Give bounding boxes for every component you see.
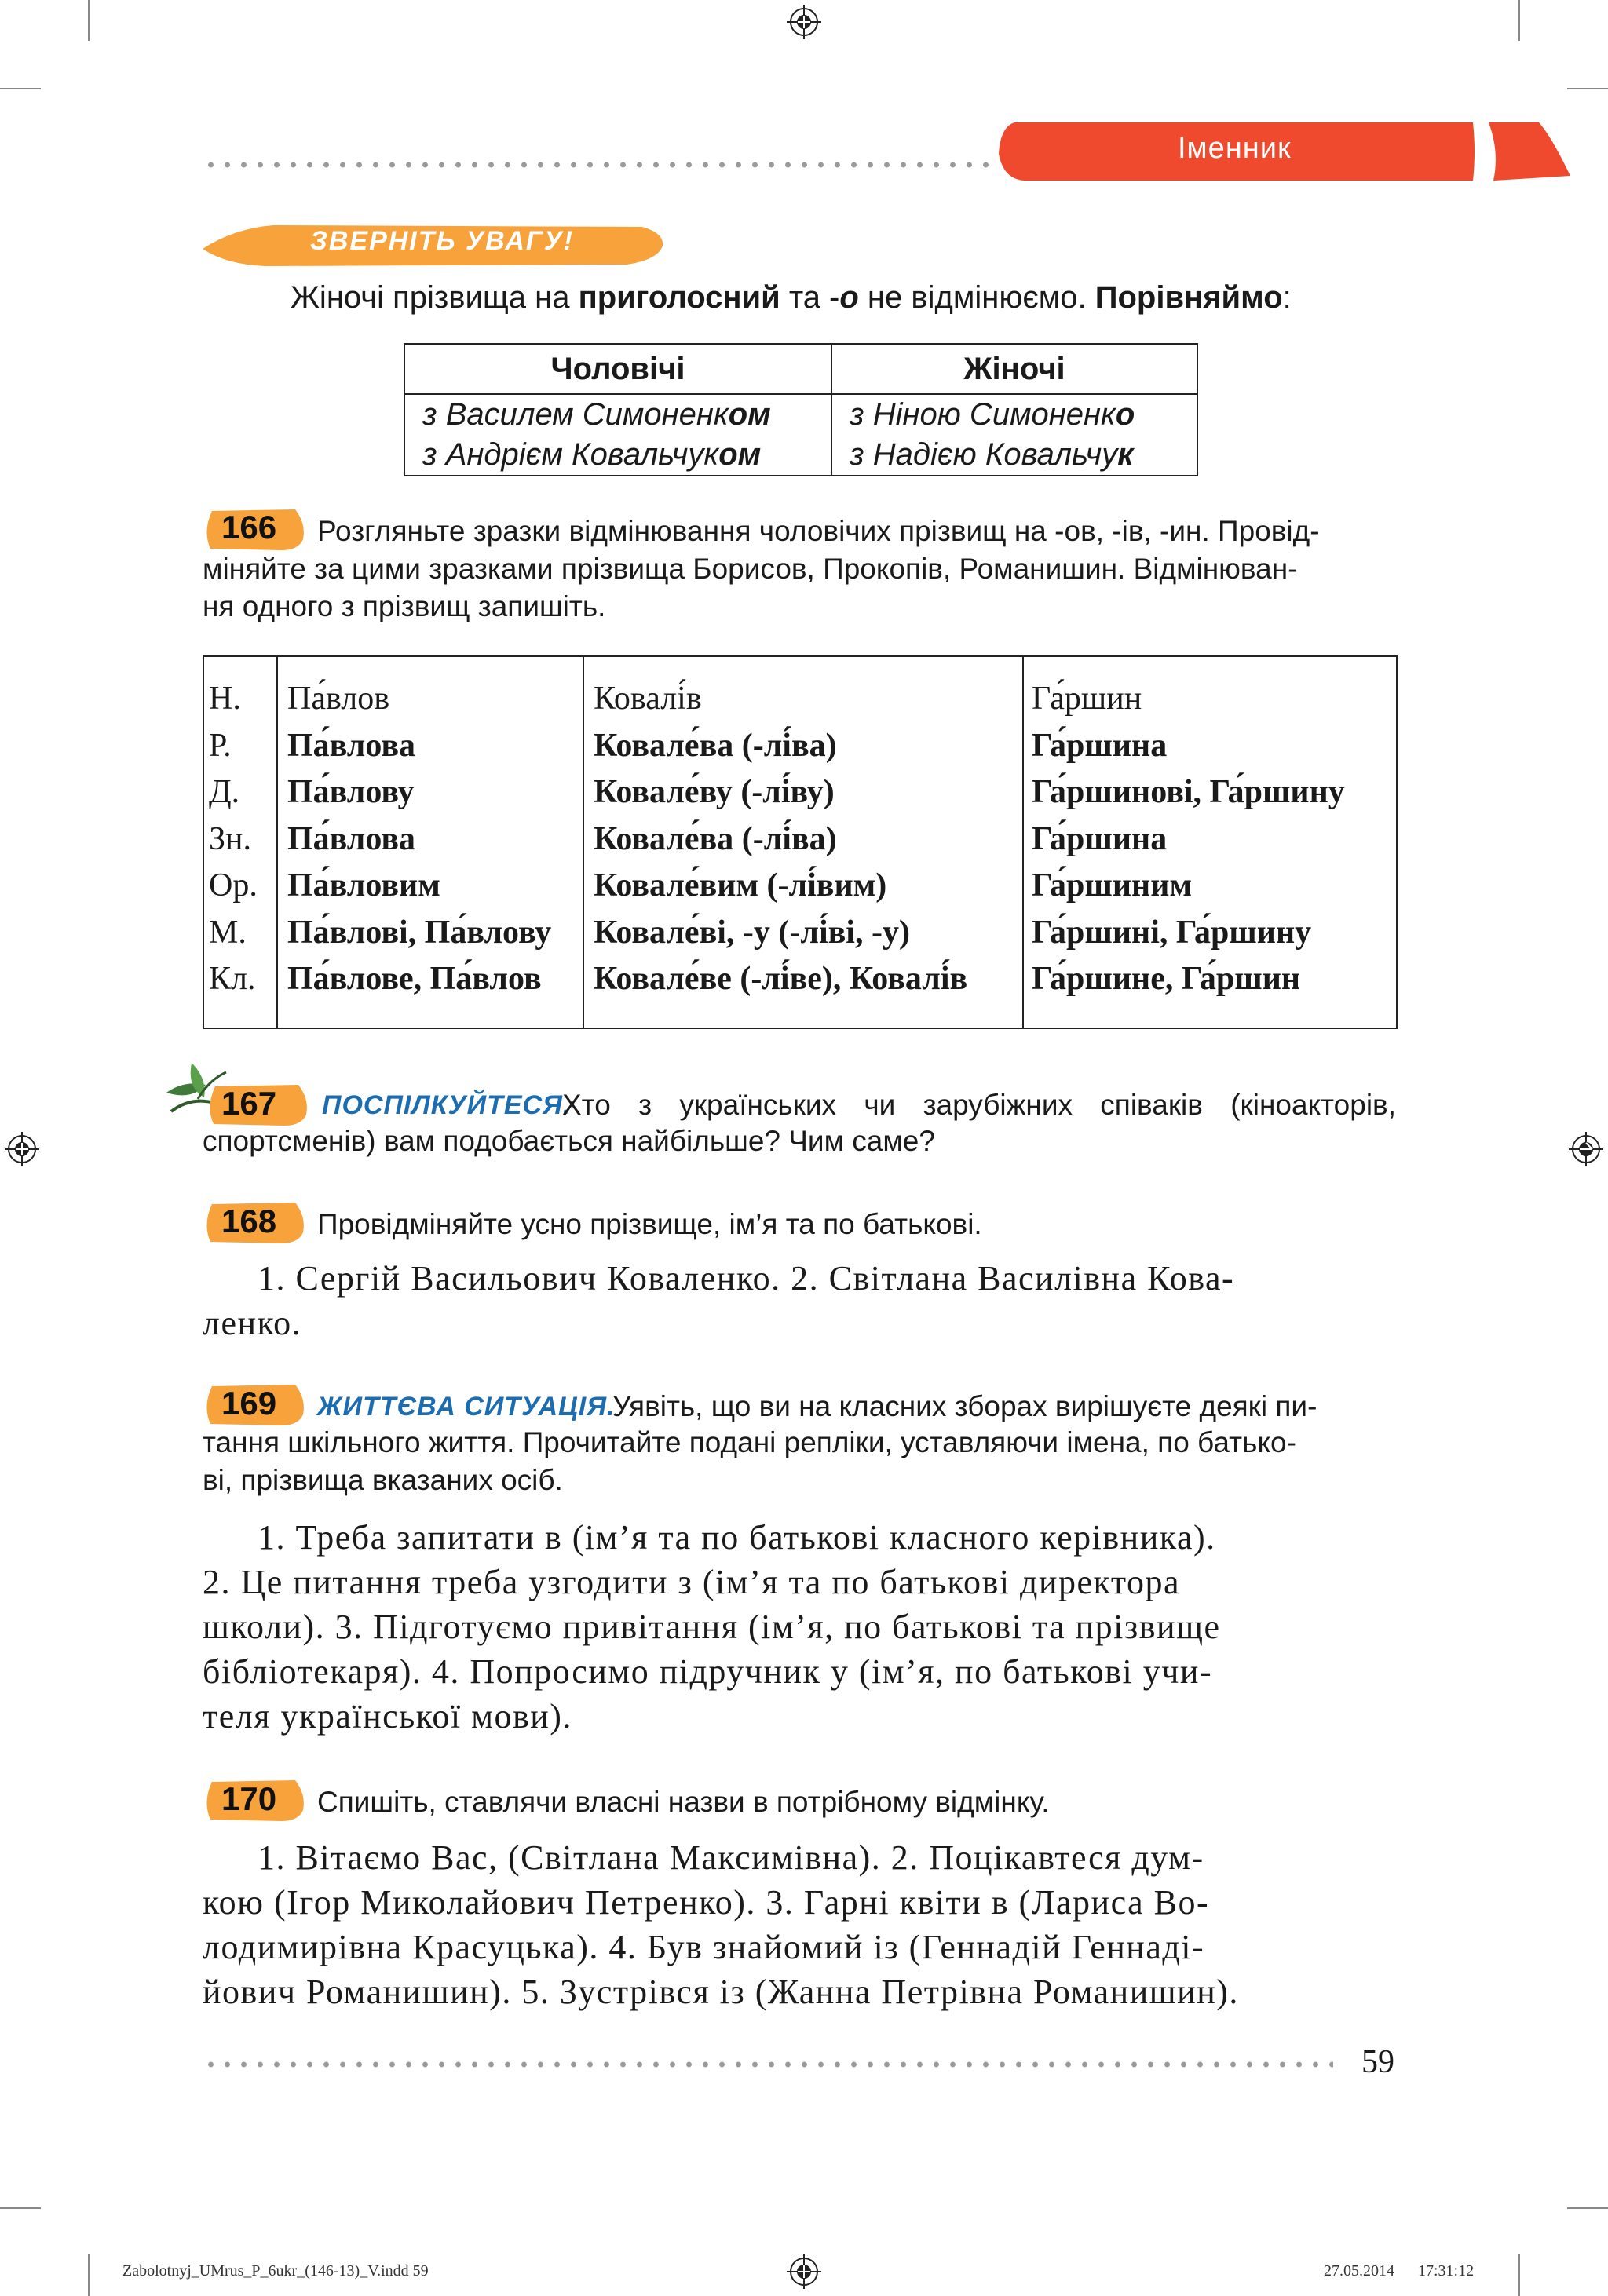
crop-mark xyxy=(88,2254,90,2296)
footer-dotted-rule xyxy=(203,2061,1333,2068)
declension-cell: Па́влова xyxy=(287,727,415,764)
comparison-header: Чоловічі xyxy=(404,344,831,394)
exercise-number: 167 xyxy=(221,1085,277,1122)
crop-mark xyxy=(88,0,90,41)
crop-mark xyxy=(0,88,41,89)
exercise-169-line: 2. Це питання треба узгодити з (ім’я та по батькові директора xyxy=(203,1563,1180,1601)
cell-ending: о xyxy=(1115,397,1135,432)
case-label: Н. xyxy=(209,681,241,717)
declension-cell: Га́ршиним xyxy=(1032,867,1193,903)
case-label: М. xyxy=(209,914,247,951)
declension-cell: Га́ршине, Га́ршин xyxy=(1032,961,1301,997)
rule-text: не відмінюємо. xyxy=(858,280,1095,315)
declension-cell: Па́влові, Па́влову xyxy=(287,914,552,951)
cell-ending: ом xyxy=(728,397,771,432)
comparison-cell xyxy=(404,394,831,435)
comparison-header: Жіночі xyxy=(831,344,1197,394)
attention-rule xyxy=(291,279,1292,316)
comparison-cell xyxy=(831,435,1197,476)
crop-mark xyxy=(1518,2254,1520,2296)
footer-date: 27.05.2014 xyxy=(1324,2262,1394,2280)
table-divider xyxy=(276,657,278,1028)
page-number: 59 xyxy=(1361,2044,1394,2080)
declension-cell: Ковалі́в xyxy=(594,681,702,717)
case-label: Зн. xyxy=(209,820,252,857)
declension-cell: Га́ршина xyxy=(1032,727,1168,764)
case-label: Ор. xyxy=(209,867,258,903)
crop-mark xyxy=(1567,88,1608,89)
exercise-169-line: теля української мови). xyxy=(203,1697,572,1736)
exercise-167-line: Хто з українських чи зарубіжних співаків (кіноакторів, xyxy=(562,1089,1396,1121)
cell-ending: к xyxy=(1117,437,1134,472)
exercise-168-line: ленко. xyxy=(203,1304,302,1342)
exercise-167-line: спортсменів) вам подобається найбільше? Чим саме? xyxy=(203,1125,935,1157)
exercise-number: 168 xyxy=(221,1203,277,1239)
exercise-169-task: Уявіть, що ви на класних зборах вирішуєте деякі пи- xyxy=(612,1390,1317,1422)
exercise-number: 170 xyxy=(221,1780,277,1817)
exercise-number: 166 xyxy=(221,509,277,546)
comparison-cell xyxy=(404,435,831,476)
declension-cell: Га́ршин xyxy=(1032,681,1142,717)
declension-cell: Па́влову xyxy=(287,774,415,810)
case-label: Р. xyxy=(209,727,232,764)
registration-mark-icon xyxy=(787,2254,821,2289)
declension-cell: Па́влов xyxy=(287,681,390,717)
exercise-number: 169 xyxy=(221,1385,277,1422)
exercise-170-line: 1. Вітаємо Вас, (Світлана Максимівна). 2. Поцікавтеся дум- xyxy=(258,1838,1204,1877)
rule-text: : xyxy=(1282,280,1292,315)
declension-cell: Па́вловим xyxy=(287,867,440,903)
case-label: Кл. xyxy=(209,961,256,997)
crop-mark xyxy=(1567,2207,1608,2209)
footer-time: 17:31:12 xyxy=(1418,2262,1475,2280)
declension-cell: Ковале́ва (-лі́ва) xyxy=(594,727,837,764)
attention-label: ЗВЕРНІТЬ УВАГУ! xyxy=(310,226,575,256)
cell-text: з Надією Ковальчу xyxy=(850,437,1118,472)
exercise-label: ЖИТТЄВА СИТУАЦІЯ. xyxy=(317,1392,616,1422)
cell-ending: ом xyxy=(718,437,762,472)
exercise-170-line: лодимирівна Красуцька). 4. Був знайомий із (Геннадій Геннаді- xyxy=(203,1928,1205,1966)
header-dotted-rule xyxy=(203,162,996,168)
declension-cell: Га́ршині, Га́ршину xyxy=(1032,914,1312,951)
table-divider xyxy=(1022,657,1024,1028)
case-label: Д. xyxy=(209,774,240,810)
rule-bold: приголосний xyxy=(578,280,780,315)
comparison-table xyxy=(404,343,1198,476)
exercise-169-task: тання шкільного життя. Прочитайте подані репліки, уставляючи імена, по батько- xyxy=(203,1426,1296,1458)
cell-text: з Василем Симоненк xyxy=(422,397,729,432)
exercise-168-line: 1. Сергій Васильович Коваленко. 2. Світлана Василівна Кова- xyxy=(258,1259,1235,1298)
declension-cell: Ковале́ва (-лі́ва) xyxy=(594,820,837,857)
declension-cell: Га́ршинові, Га́ршину xyxy=(1032,774,1345,810)
registration-mark-icon xyxy=(787,5,821,39)
exercise-task: Спишіть, ставлячи власні назви в потрібному відмінку. xyxy=(317,1786,1050,1818)
cell-text: з Андрієм Ковальчук xyxy=(422,437,719,472)
declension-cell: Ковале́вим (-лі́вим) xyxy=(594,867,887,903)
exercise-169-task: ві, прізвища вказаних осіб. xyxy=(203,1464,563,1496)
declension-cell: Ковале́ве (-лі́ве), Ковалі́в xyxy=(594,961,968,997)
exercise-169-line: 1. Треба запитати в (ім’я та по батькові класного керівника). xyxy=(258,1518,1216,1557)
exercise-task: Провідміняйте усно прізвище, ім’я та по батькові. xyxy=(317,1208,982,1240)
exercise-169-line: бібліотекаря). 4. Попросимо підручник у (ім’я, по батькові учи- xyxy=(203,1652,1213,1691)
declension-cell: Га́ршина xyxy=(1032,820,1168,857)
exercise-170-line: кою (Ігор Миколайович Петренко). 3. Гарні квіти в (Лариса Во- xyxy=(203,1883,1210,1922)
rule-text: Жіночі прізвища на xyxy=(291,280,579,315)
exercise-label: ПОСПІЛКУЙТЕСЯ. xyxy=(322,1090,572,1120)
exercise-166-line: ня одного з прізвищ запишіть. xyxy=(203,590,606,622)
crop-mark xyxy=(0,2207,41,2209)
registration-mark-icon xyxy=(1569,1132,1603,1166)
rule-bold: о xyxy=(839,280,859,315)
declension-cell: Ковале́ву (-лі́ву) xyxy=(594,774,835,810)
exercise-166-line: Розгляньте зразки відмінювання чоловічих прізвищ на -ов, -ів, -ин. Провід- xyxy=(317,515,1320,547)
declension-cell: Па́влова xyxy=(287,820,415,857)
exercise-170-line: йович Романишин). 5. Зустрівся із (Жанна Петрівна Романишин). xyxy=(203,1973,1239,2011)
rule-text: та - xyxy=(780,280,840,315)
rule-bold: Порівняймо xyxy=(1095,280,1283,315)
registration-mark-icon xyxy=(5,1132,39,1166)
crop-mark xyxy=(1518,0,1520,41)
exercise-166-line: міняйте за цими зразками прізвища Борисов, Прокопів, Романишин. Відмінюван- xyxy=(203,553,1298,585)
cell-text: з Ніною Симоненк xyxy=(850,397,1116,432)
footer-file-info: Zabolotnyj_UMrus_P_6ukr_(146-13)_V.indd 59 xyxy=(122,2262,429,2280)
table-divider xyxy=(583,657,584,1028)
comparison-cell xyxy=(831,394,1197,435)
declension-cell: Ковале́ві, -у (-лі́ві, -у) xyxy=(594,914,910,951)
section-title: Іменник xyxy=(1178,132,1292,165)
exercise-169-line: школи). 3. Підготуємо привітання (ім’я, по батькові та прізвище xyxy=(203,1608,1221,1646)
declension-cell: Па́влове, Па́влов xyxy=(287,961,542,997)
